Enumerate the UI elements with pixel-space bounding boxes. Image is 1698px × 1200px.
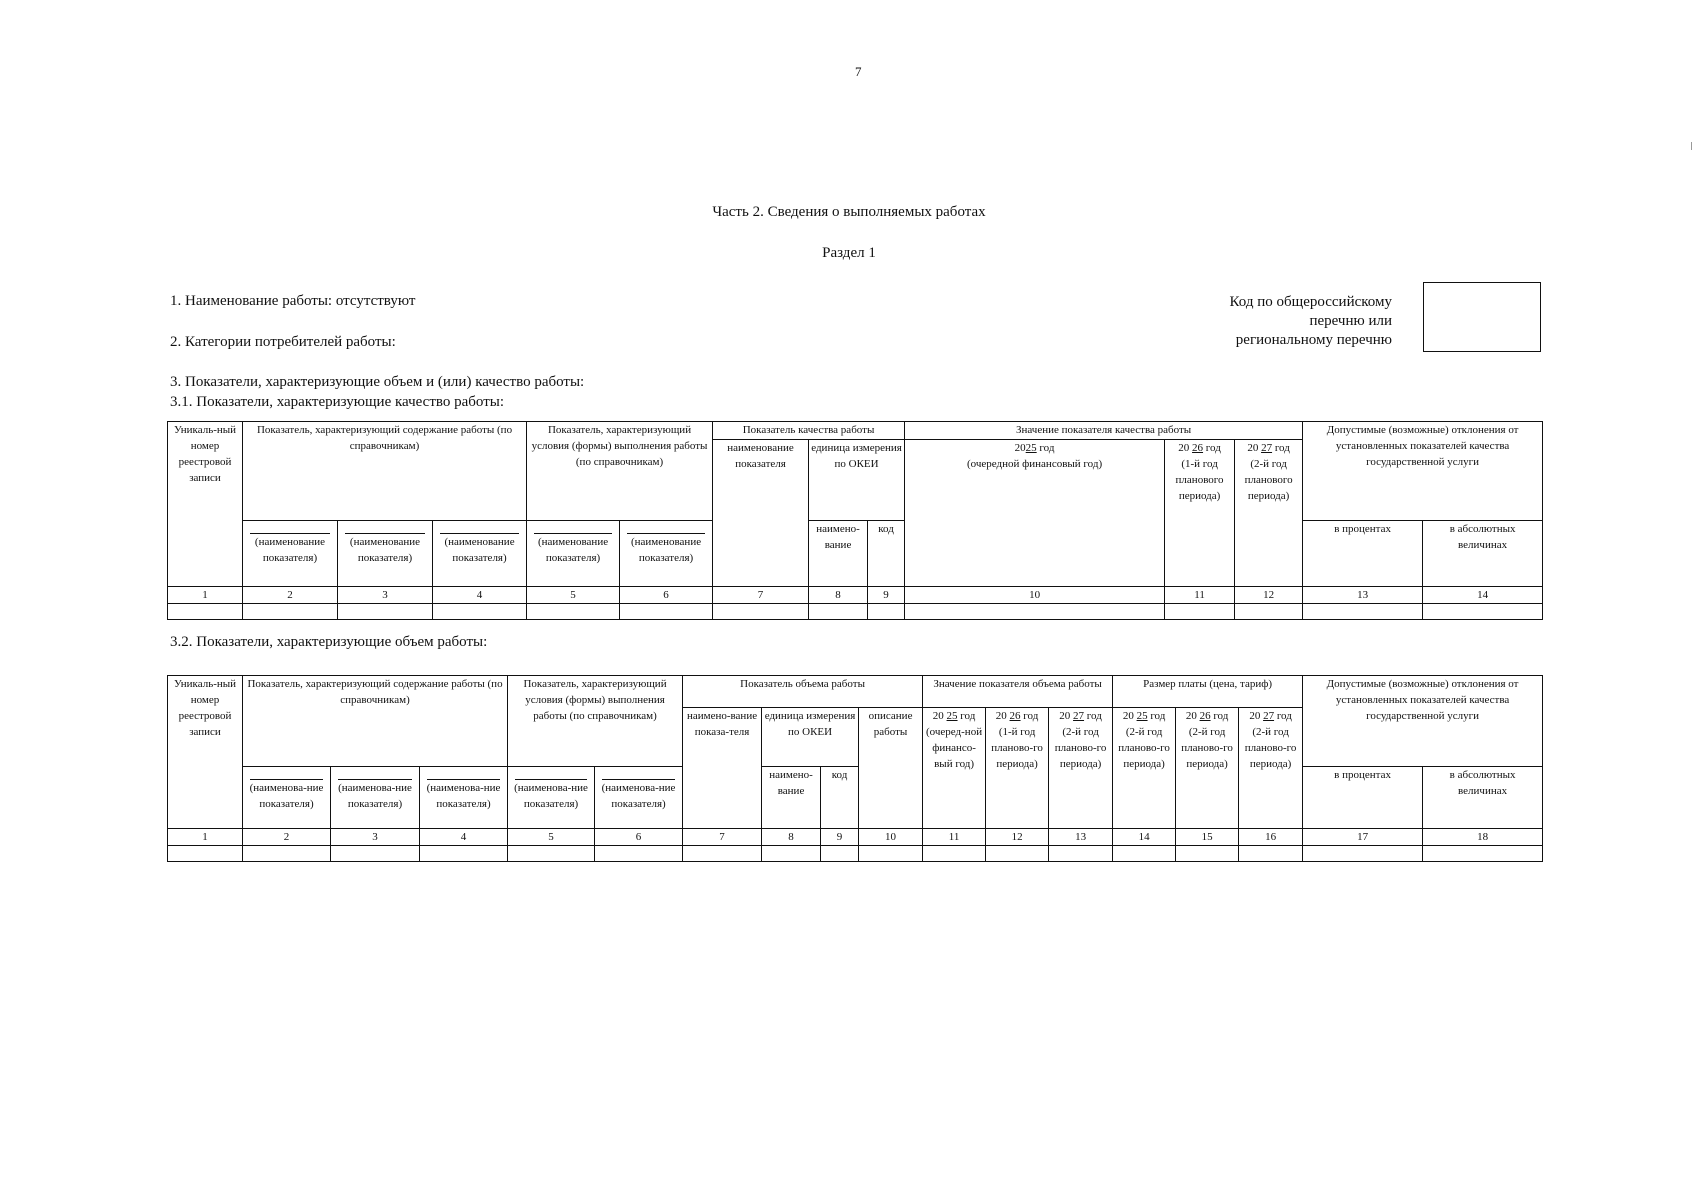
column-number: 12 <box>1235 587 1303 604</box>
indicator-name-placeholder: (наименование показателя) <box>630 536 702 564</box>
unit-name-header: наимено-вание <box>809 521 868 587</box>
deviation-percent-header: в процентах <box>1303 521 1423 587</box>
volume-year-2026-header <box>986 708 1049 829</box>
table-cell[interactable] <box>905 604 1165 620</box>
column-number: 5 <box>508 829 595 846</box>
table-cell[interactable] <box>243 604 338 620</box>
year-prefix: 20 <box>1247 442 1259 454</box>
code-label-line-3: региональному перечню <box>1235 332 1392 348</box>
table-cell[interactable] <box>168 846 243 862</box>
year-note: (1-й год планово-го периода) <box>991 726 1043 770</box>
volume-value-header: Значение показателя объема работы <box>923 676 1113 708</box>
year-prefix: 20 <box>932 710 944 722</box>
indicator-name-placeholder: (наименова-ние показателя) <box>249 782 324 810</box>
year-note: (2-й год планового периода) <box>1244 458 1293 502</box>
table-cell[interactable] <box>433 604 527 620</box>
conditions-indicator-2 <box>620 521 713 587</box>
content-indicator-3 <box>420 767 508 829</box>
table-cell[interactable] <box>683 846 762 862</box>
unit-header: единица измерения по ОКЕИ <box>809 440 905 521</box>
indicator-name-header: наименование показателя <box>713 440 809 587</box>
column-number: 5 <box>527 587 620 604</box>
year-suffix: год <box>1086 710 1102 722</box>
volume-year-2027-header <box>1049 708 1113 829</box>
content-indicator-2 <box>338 521 433 587</box>
scan-edge-mark <box>1691 142 1692 150</box>
table-row <box>168 846 1543 862</box>
table-cell[interactable] <box>986 846 1049 862</box>
work-description-header: описание работы <box>859 708 923 829</box>
part-title: Часть 2. Сведения о выполняемых работах <box>712 204 986 220</box>
section-title: Раздел 1 <box>822 245 876 261</box>
table-cell[interactable] <box>243 846 331 862</box>
column-number: 12 <box>986 829 1049 846</box>
year-prefix: 20 <box>1059 710 1071 722</box>
table-cell[interactable] <box>762 846 821 862</box>
table-cell[interactable] <box>1113 846 1176 862</box>
fee-year-2025-header <box>1113 708 1176 829</box>
table-cell[interactable] <box>508 846 595 862</box>
column-number: 8 <box>762 829 821 846</box>
table-cell[interactable] <box>338 604 433 620</box>
indicator-name-placeholder: (наименова-ние показателя) <box>338 782 412 810</box>
year-value: 26 <box>1199 710 1211 722</box>
table-cell[interactable] <box>331 846 420 862</box>
conditions-indicator-1 <box>527 521 620 587</box>
conditions-indicator-header: Показатель, характеризующий условия (формы) выполнения работы (по справочникам) <box>508 676 683 767</box>
fee-year-2026-header <box>1176 708 1239 829</box>
unique-number-header: Уникаль-ный номер реестровой записи <box>168 676 243 829</box>
table-row <box>168 604 1543 620</box>
table-cell[interactable] <box>1423 846 1543 862</box>
year-suffix: год <box>1205 442 1221 454</box>
column-number: 10 <box>905 587 1165 604</box>
fee-header: Размер платы (цена, тариф) <box>1113 676 1303 708</box>
column-number: 10 <box>859 829 923 846</box>
column-number: 6 <box>620 587 713 604</box>
column-number: 1 <box>168 587 243 604</box>
table-cell[interactable] <box>527 604 620 620</box>
year-prefix: 20 <box>1014 442 1026 454</box>
column-number: 15 <box>1176 829 1239 846</box>
volume-year-2025-header <box>923 708 986 829</box>
code-label <box>1190 293 1392 350</box>
deviation-absolute-header: в абсолютных величинах <box>1423 767 1543 829</box>
table-cell[interactable] <box>420 846 508 862</box>
year-2025-header <box>905 440 1165 587</box>
table-cell[interactable] <box>923 846 986 862</box>
table-cell[interactable] <box>1239 846 1303 862</box>
indicator-name-placeholder: (наименова-ние показателя) <box>426 782 501 810</box>
year-prefix: 20 <box>1122 710 1134 722</box>
content-indicator-3 <box>433 521 527 587</box>
quality-indicators-heading: 3.1. Показатели, характеризующие качество работы: <box>170 394 504 410</box>
year-2026-header <box>1165 440 1235 587</box>
year-2027-header <box>1235 440 1303 587</box>
column-number: 2 <box>243 587 338 604</box>
year-suffix: год <box>1023 710 1039 722</box>
indicator-name-placeholder: (наименование показателя) <box>349 536 421 564</box>
table-cell[interactable] <box>1165 604 1235 620</box>
column-number: 8 <box>809 587 868 604</box>
year-value: 27 <box>1263 710 1275 722</box>
indicator-name-placeholder: (наименование показателя) <box>537 536 609 564</box>
indicators-heading: 3. Показатели, характеризующие объем и (или) качество работы: <box>170 374 585 390</box>
column-number: 3 <box>331 829 420 846</box>
volume-indicator-header: Показатель объема работы <box>683 676 923 708</box>
fee-year-2027-header <box>1239 708 1303 829</box>
content-indicator-header: Показатель, характеризующий содержание работы (по справочникам) <box>243 422 527 521</box>
column-number: 11 <box>923 829 986 846</box>
content-indicator-2 <box>331 767 420 829</box>
content-indicator-1 <box>243 767 331 829</box>
content-indicator-1 <box>243 521 338 587</box>
year-note: (очеред-ной финансо-вый год) <box>926 726 983 770</box>
column-number: 17 <box>1303 829 1423 846</box>
table-cell[interactable] <box>713 604 809 620</box>
column-number: 13 <box>1303 587 1423 604</box>
content-indicator-header: Показатель, характеризующий содержание работы (по справочникам) <box>243 676 508 767</box>
indicator-name-placeholder: (наименова-ние показателя) <box>514 782 588 810</box>
conditions-indicator-2 <box>595 767 683 829</box>
column-number: 16 <box>1239 829 1303 846</box>
year-prefix: 20 <box>995 710 1007 722</box>
conditions-indicator-1 <box>508 767 595 829</box>
column-number: 1 <box>168 829 243 846</box>
year-suffix: год <box>1274 442 1290 454</box>
year-suffix: год <box>1213 710 1229 722</box>
year-note: (2-й год планово-го периода) <box>1244 726 1297 770</box>
column-number: 7 <box>713 587 809 604</box>
table-cell[interactable] <box>1176 846 1239 862</box>
table-cell[interactable] <box>821 846 859 862</box>
unit-header: единица измерения по ОКЕИ <box>762 708 859 767</box>
column-number: 4 <box>433 587 527 604</box>
column-number: 6 <box>595 829 683 846</box>
table-cell[interactable] <box>1235 604 1303 620</box>
table-cell[interactable] <box>595 846 683 862</box>
year-prefix: 20 <box>1249 710 1261 722</box>
year-suffix: год <box>1039 442 1055 454</box>
column-number: 4 <box>420 829 508 846</box>
year-value: 26 <box>1009 710 1021 722</box>
table-cell[interactable] <box>1049 846 1113 862</box>
column-number: 18 <box>1423 829 1543 846</box>
table-cell[interactable] <box>620 604 713 620</box>
deviation-percent-header: в процентах <box>1303 767 1423 829</box>
year-note: (1-й год планового периода) <box>1175 458 1224 502</box>
quality-value-header: Значение показателя качества работы <box>905 422 1303 440</box>
year-value: 25 <box>946 710 958 722</box>
table-cell[interactable] <box>859 846 923 862</box>
year-value: 27 <box>1261 442 1273 454</box>
work-name-line: 1. Наименование работы: отсутствуют <box>170 293 416 309</box>
indicator-name-placeholder: (наименование показателя) <box>444 536 515 564</box>
year-prefix: 20 <box>1185 710 1197 722</box>
deviation-header: Допустимые (возможные) отклонения от установленных показателей качества государственной услуги <box>1303 676 1543 767</box>
column-number: 13 <box>1049 829 1113 846</box>
indicator-name-placeholder: (наименование показателя) <box>254 536 326 564</box>
year-value: 25 <box>1136 710 1148 722</box>
code-label-line-1: Код по общероссийскому <box>1229 294 1392 310</box>
indicator-name-placeholder: (наименова-ние показателя) <box>601 782 676 810</box>
column-number: 9 <box>868 587 905 604</box>
column-number: 14 <box>1113 829 1176 846</box>
deviation-absolute-header: в абсолютных величинах <box>1423 521 1543 587</box>
year-prefix: 20 <box>1178 442 1190 454</box>
year-note: (2-й год планово-го периода) <box>1054 726 1107 770</box>
column-number: 3 <box>338 587 433 604</box>
page-number: 7 <box>855 64 862 79</box>
column-numbers-row <box>168 587 1543 604</box>
unique-number-header: Уникаль-ный номер реестровой записи <box>168 422 243 587</box>
table-cell[interactable] <box>868 604 905 620</box>
unit-code-header: код <box>868 521 905 587</box>
year-note: (2-й год планово-го периода) <box>1181 726 1233 770</box>
code-box[interactable] <box>1423 282 1541 352</box>
column-number: 11 <box>1165 587 1235 604</box>
table-cell[interactable] <box>1303 604 1423 620</box>
year-value: 27 <box>1073 710 1085 722</box>
quality-indicators-table <box>167 421 1543 620</box>
year-note: (очередной финансовый год) <box>967 458 1103 470</box>
quality-indicator-header: Показатель качества работы <box>713 422 905 440</box>
indicator-name-header: наимено-вание показа-теля <box>683 708 762 829</box>
conditions-indicator-header: Показатель, характеризующий условия (формы) выполнения работы (по справочникам) <box>527 422 713 521</box>
unit-name-header: наимено-вание <box>762 767 821 829</box>
year-note: (2-й год планово-го периода) <box>1118 726 1170 770</box>
column-number: 14 <box>1423 587 1543 604</box>
unit-code-header: код <box>821 767 859 829</box>
table-cell[interactable] <box>168 604 243 620</box>
column-number: 7 <box>683 829 762 846</box>
deviation-header: Допустимые (возможные) отклонения от установленных показателей качества государственной услуги <box>1303 422 1543 521</box>
year-value: 26 <box>1192 442 1204 454</box>
volume-indicators-heading: 3.2. Показатели, характеризующие объем работы: <box>170 634 488 650</box>
column-number: 2 <box>243 829 331 846</box>
consumer-categories-line: 2. Категории потребителей работы: <box>170 334 396 350</box>
code-label-line-2: перечню или <box>1309 313 1392 329</box>
year-suffix: год <box>1276 710 1292 722</box>
table-cell[interactable] <box>1303 846 1423 862</box>
year-suffix: год <box>960 710 976 722</box>
year-suffix: год <box>1150 710 1166 722</box>
volume-indicators-table <box>167 675 1543 862</box>
column-number: 9 <box>821 829 859 846</box>
table-cell[interactable] <box>1423 604 1543 620</box>
column-numbers-row <box>168 829 1543 846</box>
year-value: 25 <box>1025 442 1037 454</box>
table-cell[interactable] <box>809 604 868 620</box>
